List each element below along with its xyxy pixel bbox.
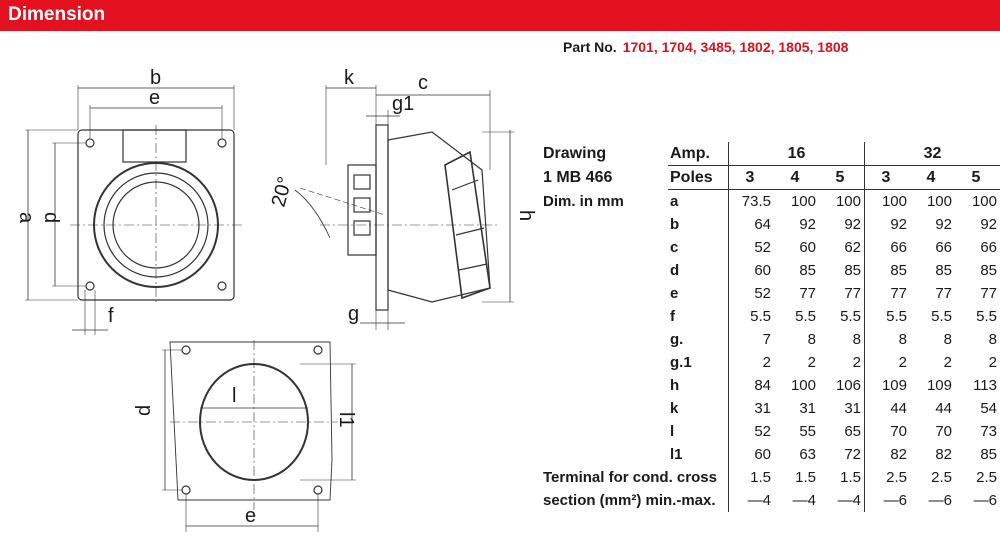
cell: 5.5 [840,308,861,325]
pole-count: 4 [774,166,819,190]
cell: —6 [865,489,911,512]
table-row [543,420,1000,443]
cell: 8 [988,331,997,348]
dim-label-g1: g1 [392,93,415,115]
cell: 84 [729,374,775,397]
dim-label-l: l [232,385,237,407]
row-key: g.1 [670,354,692,371]
cell: 82 [865,443,911,466]
cell: 5.5 [865,305,911,328]
row-key: d [670,262,680,279]
cell: 5.5 [976,308,997,325]
dim-label-d: d [40,212,62,224]
cell: —4 [729,489,775,512]
table-header-poles [543,166,1000,190]
dim-label-k: k [344,67,354,89]
cell: 44 [865,397,911,420]
cell: —6 [928,492,952,509]
cell: 2.5 [865,466,911,489]
amp-label: Amp. [668,142,729,166]
cell: 100 [926,193,952,210]
table-row [543,351,1000,374]
amp-16: 16 [729,142,865,166]
screw-hole-icon [218,282,226,290]
cell: 2 [852,354,861,371]
cell: —4 [837,492,861,509]
dim-unit-label: Dim. in mm [543,192,624,210]
cell: 8 [865,328,911,351]
dim-label-b: b [150,67,162,89]
cell: 5.5 [729,305,775,328]
cell: 1.5 [840,469,861,486]
cutout-view [162,342,356,532]
dim-label-l1: l1 [335,412,357,428]
cell: 85 [980,446,997,463]
poles-label: Poles [668,166,729,190]
row-key: b [670,216,680,233]
row-key: g. [670,331,684,348]
screw-hole-icon [314,486,322,494]
dim-label-angle: 20° [267,174,297,210]
row-key: k [670,400,679,417]
front-latch [123,130,186,162]
cell: 52 [729,282,775,305]
side-housing [388,132,490,302]
row-key: a [670,193,679,210]
cell: 85 [980,262,997,279]
cell: 55 [799,423,816,440]
table-row [543,443,1000,466]
terminal-label: Terminal for cond. cross [543,469,717,486]
screw-hole-icon [182,486,190,494]
cell: 8 [943,331,952,348]
cell: 52 [729,420,775,443]
cell: 72 [844,446,861,463]
table-row-terminal [543,489,1000,512]
part-number [563,39,848,55]
cell: 5.5 [931,308,952,325]
cell: 85 [865,259,911,282]
cell: 92 [935,216,952,233]
cell: 66 [980,239,997,256]
cell: 85 [799,262,816,279]
cell: 77 [865,282,911,305]
cell: 5.5 [795,308,816,325]
cell: 2 [865,351,911,374]
cell: 85 [935,262,952,279]
cell: 92 [980,216,997,233]
cell: 65 [844,423,861,440]
cell: 113 [973,377,997,394]
table-row [543,305,1000,328]
cell: 2 [729,351,775,374]
cell: 60 [799,239,816,256]
cell: 100 [790,377,816,394]
cell: 60 [729,259,775,282]
screw-hole-icon [86,139,94,147]
cell: 92 [799,216,816,233]
page-title: Dimension [8,4,106,25]
cell: 64 [729,213,775,236]
cell: 106 [835,377,861,394]
cell: 2 [988,354,997,371]
cell: 66 [935,239,952,256]
cell: 8 [807,331,816,348]
cell: 109 [865,374,911,397]
side-terminal-block [348,165,376,255]
part-number-values: 1701, 1704, 3485, 1802, 1805, 1808 [622,39,849,55]
cell: —4 [792,492,816,509]
pole-count: 3 [865,166,911,190]
dim-label-e2: e [245,505,257,527]
screw-hole-icon [86,282,94,290]
cell: 7 [729,328,775,351]
cell: 62 [844,239,861,256]
cell: 85 [844,262,861,279]
table-row [543,190,1000,214]
cell: 92 [865,213,911,236]
table-row [543,213,1000,236]
table-header-amp [543,142,1000,166]
cell: 1.5 [795,469,816,486]
cell: 31 [729,397,775,420]
row-key: f [670,308,675,325]
table-row [543,259,1000,282]
cell: 70 [935,423,952,440]
cell: 100 [835,193,861,210]
row-key: c [670,239,679,256]
cell: 100 [865,190,911,214]
cell: 63 [799,446,816,463]
cell: 92 [844,216,861,233]
cell: —6 [973,492,997,509]
cell: 77 [844,285,861,302]
cell: 31 [799,400,816,417]
cell: 109 [926,377,952,394]
cell: 1.5 [729,466,775,489]
cell: 66 [865,236,911,259]
table-row [543,282,1000,305]
table-row [543,397,1000,420]
cell: 2.5 [976,469,997,486]
cell: 77 [935,285,952,302]
row-key: e [670,285,679,302]
dimension-drawing [0,40,540,540]
cell: 77 [799,285,816,302]
header-bar [0,0,1000,31]
table-row [543,328,1000,351]
cell: 52 [729,236,775,259]
cell: 70 [865,420,911,443]
dim-label-c: c [418,72,428,94]
screw-hole-icon [314,346,322,354]
dim-label-g: g [348,303,360,325]
cell: 100 [790,193,816,210]
cell: 100 [971,193,997,210]
cell: 8 [852,331,861,348]
screw-hole-icon [182,346,190,354]
drawing-id: 1 MB 466 [543,168,613,186]
row-key: h [670,377,680,394]
pole-count: 5 [955,166,1000,190]
row-key: l1 [670,446,683,463]
table-row-terminal [543,466,1000,489]
part-number-label: Part No. [563,39,617,55]
cell: 2.5 [931,469,952,486]
screw-hole-icon [218,139,226,147]
row-key: l [670,423,675,440]
cell: 60 [729,443,775,466]
pole-count: 5 [819,166,865,190]
table-row [543,374,1000,397]
dim-label-d2: d [133,404,155,416]
dim-label-a: a [15,212,37,224]
dim-label-f: f [108,305,114,327]
pole-count: 4 [910,166,955,190]
cell: 44 [935,400,952,417]
cell: 73.5 [729,190,775,214]
side-view [295,85,514,330]
cell: 82 [935,446,952,463]
table-row [543,236,1000,259]
cell: 54 [980,400,997,417]
dim-label-e: e [149,87,161,109]
cell: 2 [807,354,816,371]
amp-32: 32 [865,142,1000,166]
cell: 73 [980,423,997,440]
dim-label-h: h [515,210,537,222]
terminal-label: section (mm²) min.-max. [543,492,716,509]
front-view [25,85,234,335]
drawing-label: Drawing [543,144,607,162]
cell: 77 [980,285,997,302]
side-plate [376,125,388,310]
cell: 2 [943,354,952,371]
cell: 31 [844,400,861,417]
pole-count: 3 [729,166,775,190]
dimension-table [543,142,1000,512]
